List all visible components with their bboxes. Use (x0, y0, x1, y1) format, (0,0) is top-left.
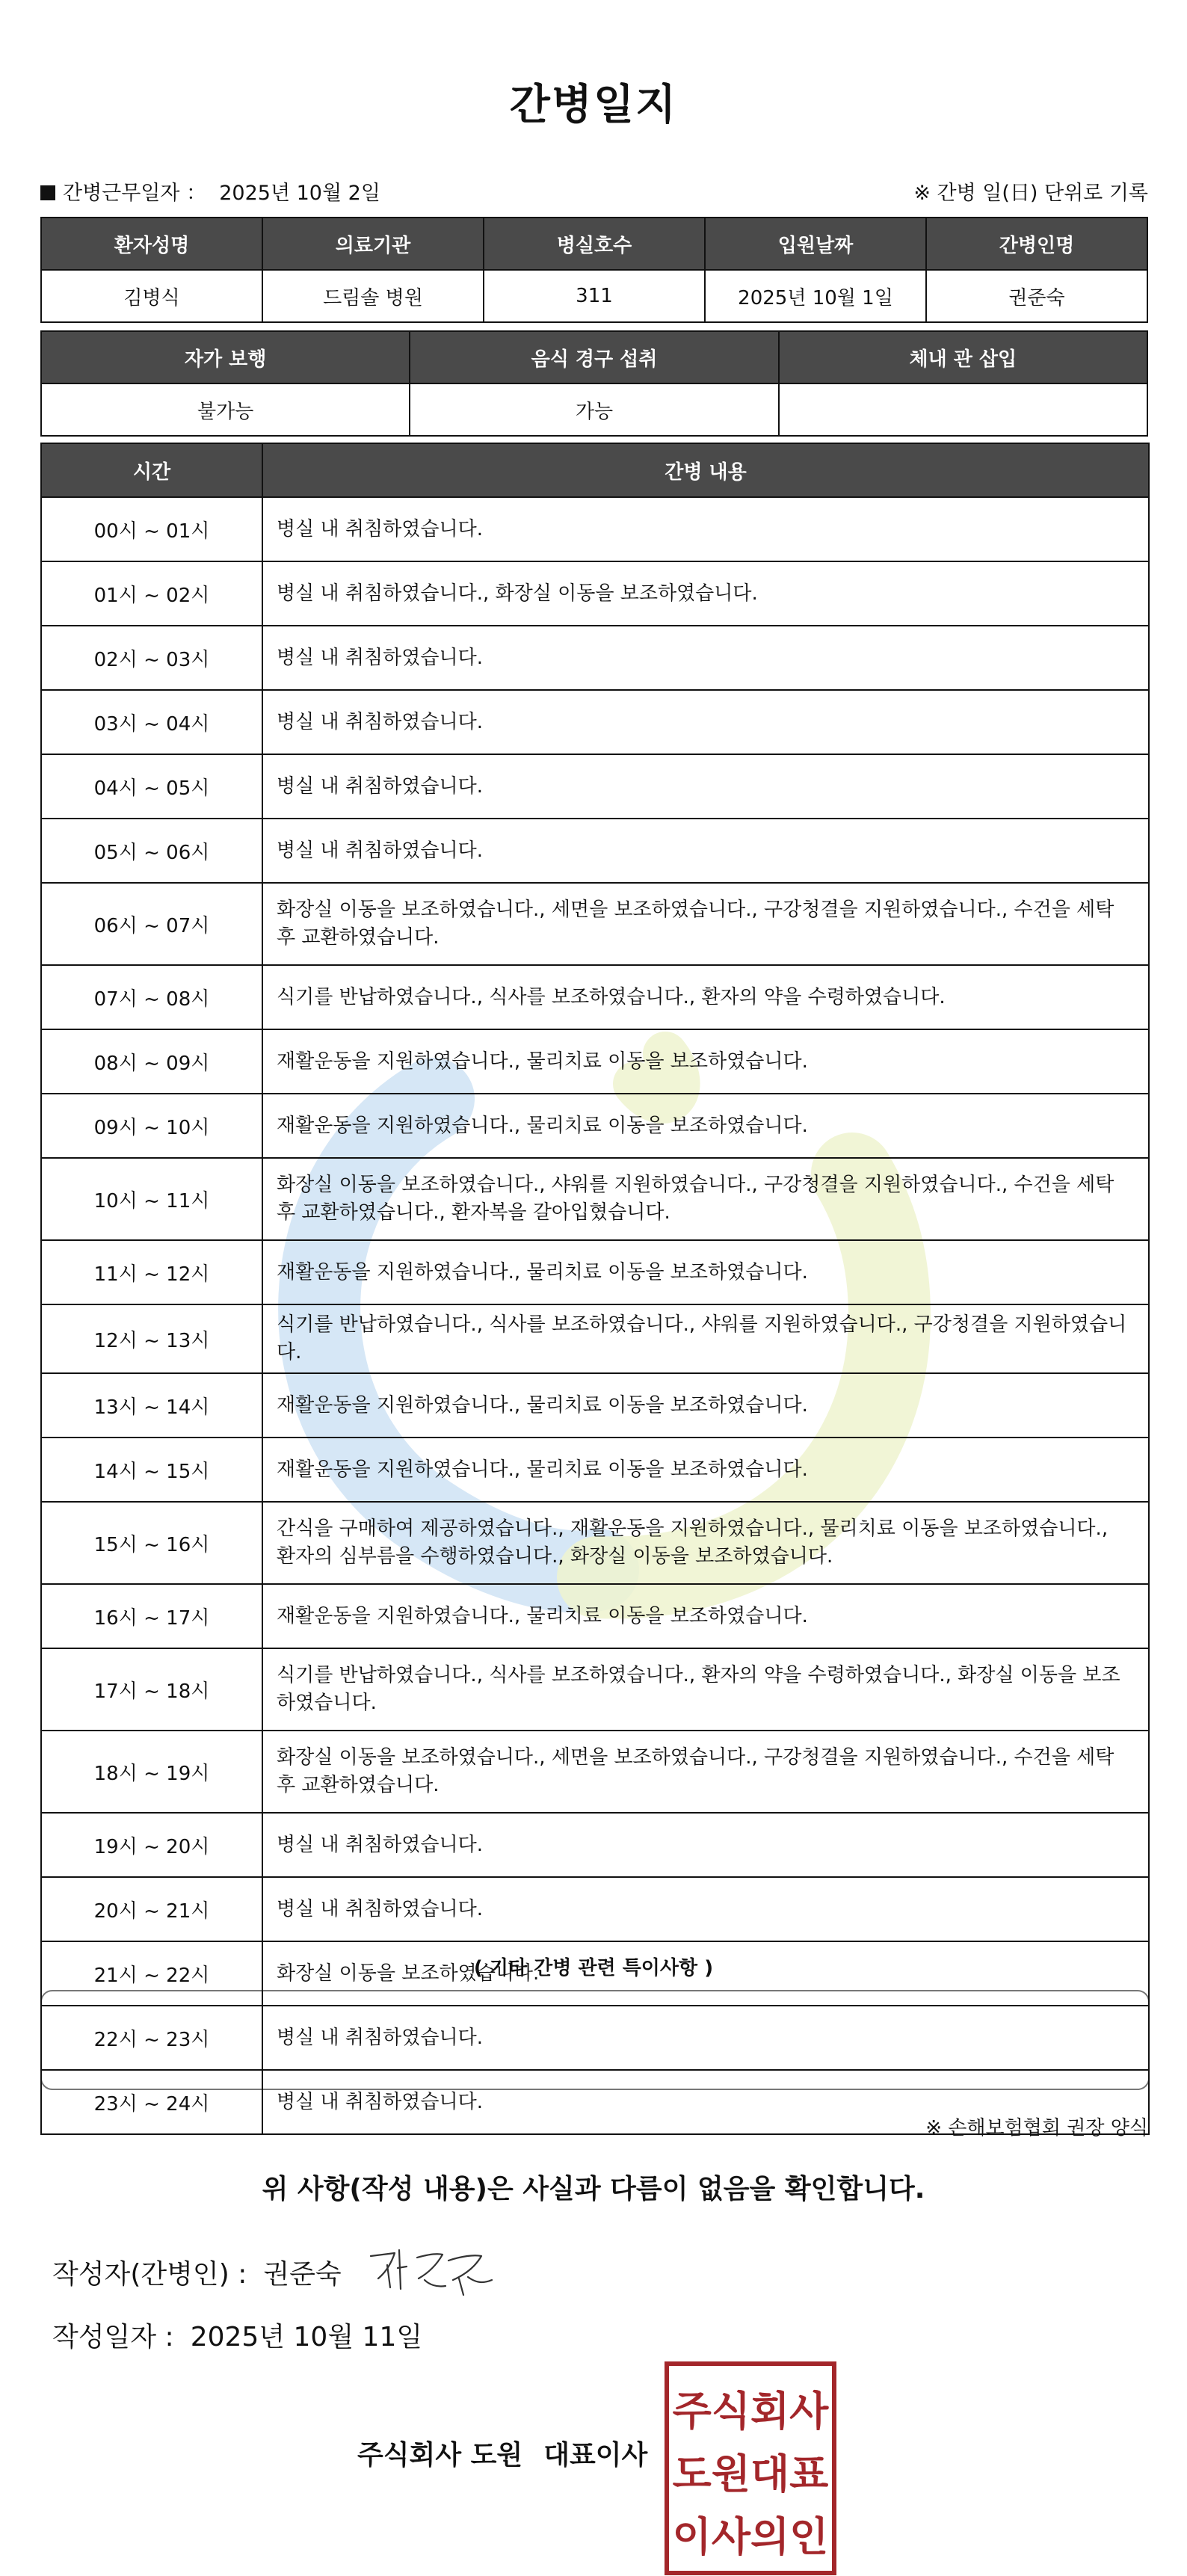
log-time: 04시 ~ 05시 (41, 754, 262, 819)
log-time: 16시 ~ 17시 (41, 1584, 262, 1648)
log-content: 식기를 반납하였습니다., 식사를 보조하였습니다., 샤워를 지원하였습니다., 구강청결을 지원하였습니다. (262, 1304, 1149, 1373)
log-header-row (41, 443, 1149, 497)
log-time: 13시 ~ 14시 (41, 1373, 262, 1438)
header-oral-intake: 음식 경구 섭취 (410, 331, 778, 383)
table-row (41, 1438, 1149, 1502)
log-content: 화장실 이동을 보조하였습니다. (262, 1941, 1149, 2006)
hourly-care-log-table (40, 443, 1150, 2135)
hospital-name: 드림솔 병원 (262, 270, 484, 322)
table-row (41, 690, 1149, 754)
log-content: 병실 내 취침하였습니다. (262, 1813, 1149, 1877)
table-row (41, 1094, 1149, 1158)
table-row (41, 1373, 1149, 1438)
table-row (41, 1304, 1149, 1373)
oral-intake-value: 가능 (410, 383, 778, 436)
table-row (41, 1877, 1149, 1941)
header-patient-name: 환자성명 (41, 218, 262, 270)
table-row (41, 2006, 1149, 2070)
header-time: 시간 (41, 443, 262, 497)
table-row (41, 1240, 1149, 1304)
table-row (41, 561, 1149, 626)
log-time: 02시 ~ 03시 (41, 626, 262, 690)
header-self-walking: 자가 보행 (41, 331, 410, 383)
caregiver-name: 권준숙 (926, 270, 1147, 322)
log-content: 재활운동을 지원하였습니다., 물리치료 이동을 보조하였습니다. (262, 1240, 1149, 1304)
table-row (41, 2070, 1149, 2134)
table-row (41, 1158, 1149, 1240)
table-row (41, 1813, 1149, 1877)
company-seal-stamp-icon (664, 2361, 837, 2576)
log-content: 간식을 구매하여 제공하였습니다., 재활운동을 지원하였습니다., 물리치료 이동을 보조하였습니다., 환자의 심부름을 수행하였습니다., 화장실 이동을 보조하였습니다. (262, 1502, 1149, 1584)
log-time: 12시 ~ 13시 (41, 1304, 262, 1373)
table-row (41, 626, 1149, 690)
form-source-note: ※ 손해보험협회 권장 양식 (925, 2117, 1148, 2139)
table-row (41, 497, 1149, 561)
care-date-value: 2025년 10월 2일 (219, 182, 380, 205)
log-content: 병실 내 취침하였습니다. (262, 497, 1149, 561)
log-content: 재활운동을 지원하였습니다., 물리치료 이동을 보조하였습니다. (262, 1029, 1149, 1094)
log-content: 병실 내 취침하였습니다. (262, 626, 1149, 690)
log-content: 병실 내 취침하였습니다. (262, 690, 1149, 754)
log-time: 06시 ~ 07시 (41, 883, 262, 965)
care-date (40, 176, 380, 206)
square-bullet-icon (40, 185, 55, 200)
room-number: 311 (484, 270, 705, 322)
log-time: 17시 ~ 18시 (41, 1648, 262, 1731)
log-content: 병실 내 취침하였습니다. (262, 819, 1149, 883)
care-date-label: 간병근무일자 ： (63, 182, 207, 205)
log-time: 01시 ~ 02시 (41, 561, 262, 626)
patient-status-table (40, 330, 1148, 437)
tube-insertion-value (779, 383, 1147, 436)
log-time: 19시 ~ 20시 (41, 1813, 262, 1877)
log-content: 병실 내 취침하였습니다., 화장실 이동을 보조하였습니다. (262, 561, 1149, 626)
table-row (41, 1584, 1149, 1648)
log-time: 18시 ~ 19시 (41, 1731, 262, 1813)
header-hospital: 의료기관 (262, 218, 484, 270)
seal-line: 주식회사 (672, 2388, 829, 2435)
header-caregiver-name: 간병인명 (926, 218, 1147, 270)
log-time: 15시 ~ 16시 (41, 1502, 262, 1584)
header-admission-date: 입원날짜 (705, 218, 926, 270)
log-time: 22시 ~ 23시 (41, 2006, 262, 2070)
table-row (41, 1731, 1149, 1813)
log-content: 식기를 반납하였습니다., 식사를 보조하였습니다., 환자의 약을 수령하였습니다. (262, 965, 1149, 1029)
header-room-number: 병실호수 (484, 218, 705, 270)
handwritten-signature-icon (365, 2235, 499, 2302)
log-time: 08시 ~ 09시 (41, 1029, 262, 1094)
log-content: 화장실 이동을 보조하였습니다., 세면을 보조하였습니다., 구강청결을 지원하였습니다., 수건을 세탁 후 교환하였습니다. (262, 883, 1149, 965)
log-time: 03시 ~ 04시 (41, 690, 262, 754)
seal-line: 이사의인 (672, 2513, 829, 2560)
log-time: 14시 ~ 15시 (41, 1438, 262, 1502)
writing-date-value: 2025년 10월 11일 (190, 2322, 423, 2352)
log-content: 병실 내 취침하였습니다. (262, 2070, 1149, 2134)
log-time: 10시 ~ 11시 (41, 1158, 262, 1240)
patient-info-header-row (41, 218, 1147, 270)
log-time: 23시 ~ 24시 (41, 2070, 262, 2134)
log-content: 재활운동을 지원하였습니다., 물리치료 이동을 보조하였습니다. (262, 1584, 1149, 1648)
table-row (41, 754, 1149, 819)
patient-name: 김병식 (41, 270, 262, 322)
log-content: 병실 내 취침하였습니다. (262, 1877, 1149, 1941)
patient-info-table (40, 217, 1148, 323)
confirmation-statement: 위 사항(작성 내용)은 사실과 다름이 없음을 확인합니다. (262, 2174, 925, 2204)
table-row (41, 883, 1149, 965)
table-row (41, 1648, 1149, 1731)
writer-label: 작성자(간병인) : (52, 2259, 247, 2290)
log-content: 화장실 이동을 보조하였습니다., 세면을 보조하였습니다., 구강청결을 지원하였습니다., 수건을 세탁 후 교환하였습니다. (262, 1731, 1149, 1813)
log-content: 재활운동을 지원하였습니다., 물리치료 이동을 보조하였습니다. (262, 1094, 1149, 1158)
header-care-content: 간병 내용 (262, 443, 1149, 497)
log-time: 09시 ~ 10시 (41, 1094, 262, 1158)
company-name: 주식회사 도원 (357, 2440, 523, 2471)
self-walking-value: 불가능 (41, 383, 410, 436)
header-tube-insertion: 체내 관 삽입 (779, 331, 1147, 383)
log-content: 식기를 반납하였습니다., 식사를 보조하였습니다., 환자의 약을 수령하였습니다., 화장실 이동을 보조하였습니다. (262, 1648, 1149, 1731)
log-content: 재활운동을 지원하였습니다., 물리치료 이동을 보조하였습니다. (262, 1373, 1149, 1438)
log-time: 21시 ~ 22시 (41, 1941, 262, 2006)
patient-status-value-row (41, 383, 1147, 436)
table-row (41, 819, 1149, 883)
table-row (41, 1029, 1149, 1094)
remarks-title: ( 기타 간병 관련 특이사항 ) (473, 1957, 714, 1979)
patient-info-value-row (41, 270, 1147, 322)
daily-record-note: ※ 간병 일(日) 단위로 기록 (913, 182, 1148, 205)
log-time: 20시 ~ 21시 (41, 1877, 262, 1941)
page-title: 간병일지 (509, 81, 678, 129)
log-content: 병실 내 취침하였습니다. (262, 754, 1149, 819)
company-signoff (357, 2434, 647, 2472)
table-row (41, 1502, 1149, 1584)
writing-date-line (52, 2316, 422, 2354)
log-time: 00시 ~ 01시 (41, 497, 262, 561)
log-content: 화장실 이동을 보조하였습니다., 샤워를 지원하였습니다., 구강청결을 지원하였습니다., 수건을 세탁 후 교환하였습니다., 환자복을 갈아입혔습니다. (262, 1158, 1149, 1240)
writer-line (52, 2253, 342, 2291)
table-row (41, 965, 1149, 1029)
writing-date-label: 작성일자 : (52, 2322, 174, 2352)
writer-name: 권준숙 (263, 2259, 342, 2290)
table-row (41, 1941, 1149, 2006)
log-time: 11시 ~ 12시 (41, 1240, 262, 1304)
log-content: 병실 내 취침하였습니다. (262, 2006, 1149, 2070)
representative-title: 대표이사 (543, 2440, 648, 2471)
log-time: 05시 ~ 06시 (41, 819, 262, 883)
log-content: 재활운동을 지원하였습니다., 물리치료 이동을 보조하였습니다. (262, 1438, 1149, 1502)
patient-status-header-row (41, 331, 1147, 383)
log-time: 07시 ~ 08시 (41, 965, 262, 1029)
admission-date: 2025년 10월 1일 (705, 270, 926, 322)
seal-line: 도원대표 (672, 2450, 829, 2498)
